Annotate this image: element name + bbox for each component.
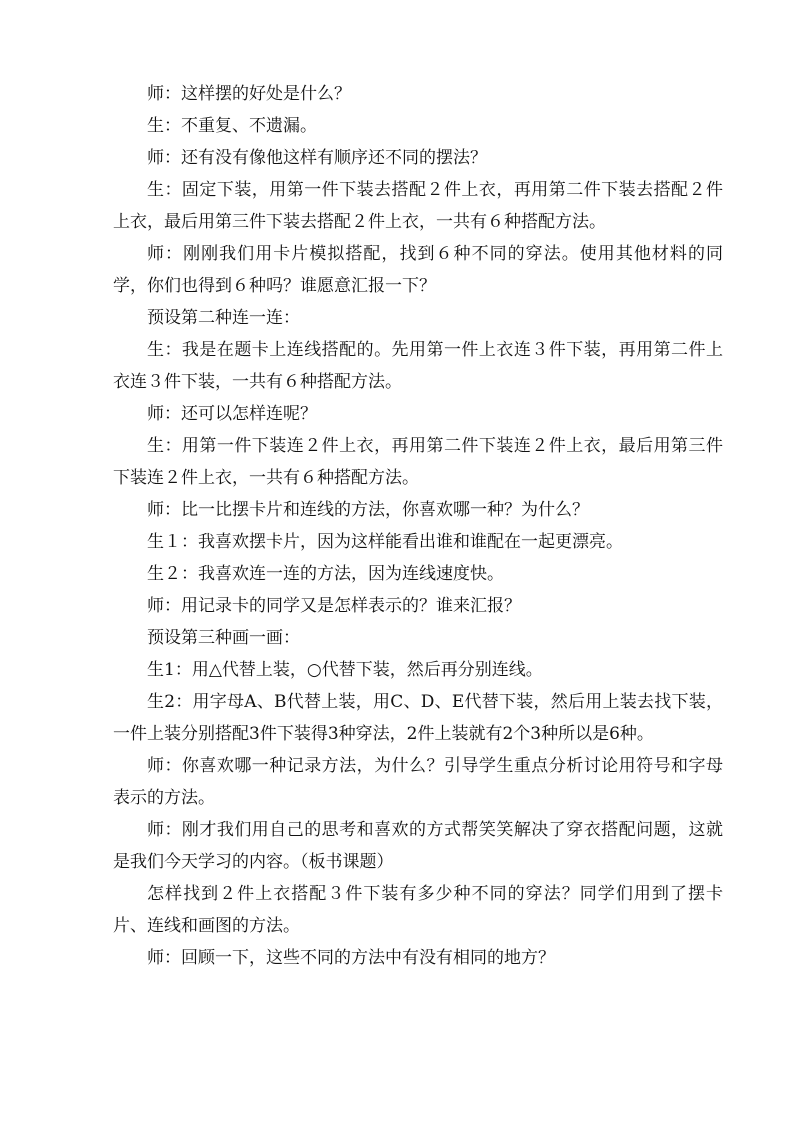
- paragraph: 生1：用△代替上装，○代替下装，然后再分别连线。: [147, 660, 543, 680]
- paragraph: 生２：我喜欢连一连的方法，因为连线速度快。: [147, 564, 504, 584]
- paragraph: 预设第三种画一画：: [147, 628, 300, 648]
- paragraph: 生１：我喜欢摆卡片，因为这样能看出谁和谁配在一起更漂亮。: [147, 532, 623, 552]
- paragraph: 师：用记录卡的同学又是怎样表示的？谁来汇报？: [147, 596, 521, 616]
- paragraph: 生：用第一件下装连２件上衣，再用第二件下装连２件上衣，最后用第三件下装连２件上衣，一共有６种搭配方法。: [113, 436, 723, 488]
- paragraph: 预设第二种连一连：: [147, 308, 300, 328]
- paragraph: 师：回顾一下，这些不同的方法中有没有相同的地方？: [147, 948, 555, 968]
- paragraph: 师：刚才我们用自己的思考和喜欢的方式帮笑笑解决了穿衣搭配问题，这就是我们今天学习的内容。（板书课题）: [113, 820, 723, 872]
- paragraph: 师：还可以怎样连呢？: [147, 404, 317, 424]
- document-body: [113, 78, 723, 974]
- paragraph: 生：不重复、不遗漏。: [147, 116, 317, 136]
- paragraph: 师：还有没有像他这样有顺序还不同的摆法？: [147, 148, 487, 168]
- paragraph: 师：这样摆的好处是什么？: [147, 84, 351, 104]
- paragraph: 怎样找到２件上衣搭配３件下装有多少种不同的穿法？同学们用到了摆卡片、连线和画图的方法。: [113, 884, 723, 936]
- paragraph: 师：比一比摆卡片和连线的方法，你喜欢哪一种？为什么？: [147, 500, 589, 520]
- paragraph: 师：刚刚我们用卡片模拟搭配，找到６种不同的穿法。使用其他材料的同学，你们也得到６种吗？谁愿意汇报一下？: [113, 244, 723, 296]
- paragraph: 生：我是在题卡上连线搭配的。先用第一件上衣连３件下装，再用第二件上衣连３件下装，一共有６种搭配方法。: [113, 340, 723, 392]
- paragraph: 师：你喜欢哪一种记录方法，为什么？引导学生重点分析讨论用符号和字母表示的方法。: [113, 756, 723, 808]
- paragraph: 生2：用字母A、B代替上装，用C、D、E代替下装，然后用上装去找下装，一件上装分别搭配3件下装得3种穿法，2件上装就有2个3种所以是6种。: [113, 692, 723, 744]
- paragraph: 生：固定下装，用第一件下装去搭配２件上衣，再用第二件下装去搭配２件上衣，最后用第三件下装去搭配２件上衣，一共有６种搭配方法。: [113, 180, 723, 232]
